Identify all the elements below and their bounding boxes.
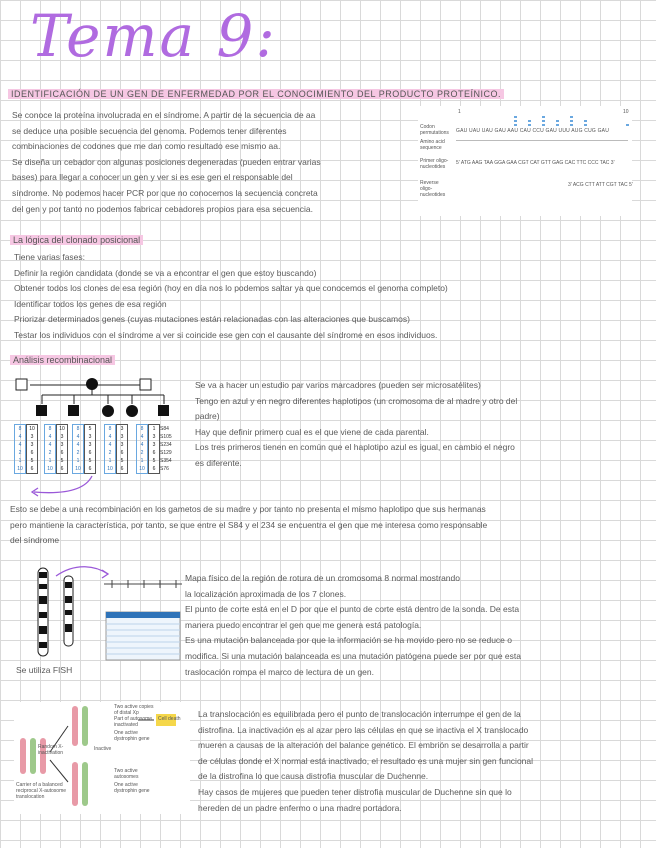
allele-value: 8 [140,426,144,432]
text-line: se deduce una posible secuencia del genoma. Podemos tener diferentes [12,125,287,136]
haplotype-column [84,424,96,474]
haplotype-column [136,424,148,474]
allele-value: 4 [140,434,144,440]
primer-design-figure [418,106,632,216]
affected-male-symbol [158,405,169,416]
text-line: Hay que definir primero cual es el que viene de cada parental. [195,426,429,437]
allele-value: 6 [60,450,64,456]
text-line: Testar los individuos con el síndrome a ver si coincide ese gen con el causante del síndrome en esos individuos. [14,329,438,340]
allele-value: 3 [60,442,64,448]
affected-female-symbol [102,405,114,417]
allele-value: 2 [18,450,22,456]
section5-text [198,707,648,816]
haplotype-column [44,424,56,474]
amino-acid-row [456,140,628,145]
text-line: padre) [195,411,220,422]
text-line: del síndrome [10,535,60,546]
row-label: Reverse oligo-nucleotides [420,180,446,198]
allele-value: 5 [120,458,124,464]
text-line: Tengo en azul y en negro diferentes haplotipos (un cromosoma de al madre y otro del [195,395,518,406]
unaffected-male-symbol [140,379,151,390]
text-line: Esto se debe a una recombinación en los gametos de su madre y por tanto no presenta el mismo haplotipo que sus hermanas [10,504,486,514]
allele-value: 3 [30,434,34,440]
text-line: Es una mutación balanceada por que la información se ha movido pero no se reduce o [185,635,512,646]
allele-value: 4 [140,442,144,448]
allele-value: 4 [48,434,52,440]
text-line: manera puedo encontrar el gen que me genera está patología. [185,619,422,630]
allele-value: 10 [59,426,65,432]
figure-label: Cell death [158,716,181,722]
allele-value: 3 [120,426,124,432]
allele-value: 4 [76,442,80,448]
figure-label: One active dystrophin gene [114,782,150,794]
allele-value: 3 [152,434,156,440]
allele-value: 10 [17,466,23,472]
haplotype-column [148,424,160,474]
unaffected-male-symbol [16,379,27,390]
allele-value: 3 [152,442,156,448]
marker-label: S129 [160,450,172,456]
haplotype-column [104,424,116,474]
figure-label: Part of autosome inactivated [114,716,153,728]
section-heading-clonado: La lógica del clonado posicional [10,235,143,245]
text-line: síndrome. No podemos hacer PCR por que no conocemos la secuencia concreta [12,187,318,198]
allele-value: 5 [60,458,64,464]
allele-value: 6 [120,450,124,456]
allele-value: 8 [18,426,22,432]
text-line: distrofina. La inactivación es al azar pero las células en que se inactiva el X translocado [198,724,529,735]
allele-value: 2 [108,450,112,456]
text-line: Se va a hacer un estudio par varios marcadores (pueden ser microsatélites) [195,380,481,390]
text-line: de células donde el X normal está inactivado, el resultado es una mujer sin gen funcional [198,755,534,766]
text-line: Identificar todos los genes de esa región [14,298,167,309]
marker-label: S354 [160,458,172,464]
allele-value: 4 [108,434,112,440]
haplotype-column [26,424,38,474]
section3-text [195,378,645,472]
text-line: Los tres primeros tienen en común que el haplotipo azul es igual, en cambio el negro [195,442,515,453]
x-inactivation-figure [14,702,190,814]
figure-label: Carrier of a balanced reciprocal X-autosome translocation [16,782,67,800]
allele-value: 4 [18,434,22,440]
allele-value: 6 [30,466,34,472]
allele-value: 3 [60,434,64,440]
affected-male-symbol [68,405,79,416]
allele-value: 5 [88,458,92,464]
marker-label: S84 [160,426,169,432]
recombination-arrow [28,472,98,502]
figure-label: One active dystrophin gene [114,730,150,742]
allele-value: 1 [76,458,80,464]
allele-value: 6 [60,466,64,472]
text-line: hereden de un padre enfermo o una madre portadora. [198,802,402,813]
affected-male-symbol [36,405,47,416]
text-line: mueren a causas de la alteración del balance genético. El embrión se desarrolla a partir [198,740,529,751]
marker-label: S76 [160,466,169,472]
row-label: Codon permutations [420,124,449,136]
pedigree-chart [14,372,190,418]
allele-value: 6 [152,466,156,472]
row-label: Primer oligo-nucleotides [420,158,449,170]
row-label: Amino acid sequence [420,139,445,151]
conclusion-text [10,502,650,549]
allele-value: 2 [48,450,52,456]
reverse-sequence: 3' ACG CTT ATT CGT TAC 5' [568,182,633,188]
text-line: bases) para llegar a conocer un gen y ver si es ese gen el responsable del [12,172,293,183]
allele-value: 5 [30,458,34,464]
primer-sequence: 5' ATG AAG TAA GGA GAA CGT CAT GTT GAG CAC TTC CCC TAC 3' [456,160,615,166]
text-line: Definir la región candidata (donde se va a encontrar el gen que estoy buscando) [14,267,317,278]
allele-value: 6 [88,450,92,456]
text-line: Se conoce la proteína involucrada en el síndrome. A partir de la secuencia de aa [12,110,316,120]
section-heading-recombinacional: Análisis recombinacional [10,355,115,365]
allele-value: 4 [108,442,112,448]
allele-value: 6 [88,466,92,472]
text-line: Mapa físico de la región de rotura de un cromosoma 8 normal mostrando [185,573,460,583]
affected-female-symbol [86,378,98,390]
allele-value: 5 [88,426,92,432]
marker-labels [160,425,172,473]
text-line: de la distrofina lo que causa distrofia muscular de Duchenne. [198,771,429,782]
allele-value: 8 [76,426,80,432]
position-number: 10 [623,109,629,115]
text-line: Obtener todos los clones de esa región (hoy en día nos lo podemos saltar ya que conocemos el genoma completo) [14,283,448,294]
position-number: 1 [458,109,461,115]
allele-value: 10 [107,466,113,472]
text-line: Tiene varias fases: [14,252,86,262]
allele-value: 6 [30,450,34,456]
marker-label: S105 [160,434,172,440]
allele-value: 3 [120,442,124,448]
allele-value: 8 [108,426,112,432]
page-title: Tema 9: [30,2,277,70]
text-line: del gen y por tanto no podemos fabricar cebadores propios para esa secuencia. [12,203,313,214]
allele-value: 10 [139,466,145,472]
text-line: traslocación rompa el marco de lectura de un gen. [185,666,374,677]
allele-value: 3 [88,442,92,448]
allele-value: 3 [120,434,124,440]
allele-value: 1 [108,458,112,464]
allele-value: 1 [140,458,144,464]
allele-value: 1 [152,426,156,432]
allele-value: 4 [18,442,22,448]
allele-value: 3 [30,442,34,448]
allele-value: 1 [48,458,52,464]
text-line: El punto de corte está en el D por que el punto de corte está dentro de la sonda. De esta [185,604,520,615]
allele-value: 3 [88,434,92,440]
allele-value: 2 [76,450,80,456]
text-line: la localización aproximada de los 7 clones. [185,588,347,599]
figure-label: Random X-inactivation [38,744,64,756]
allele-value: 6 [152,450,156,456]
haplotype-column [116,424,128,474]
allele-value: 5 [152,458,156,464]
figure-label: Inactive [94,746,112,752]
fish-caption: Se utiliza FISH [16,665,73,675]
marker-label: S234 [160,442,172,448]
allele-value: 6 [120,466,124,472]
text-line: es diferente. [195,457,242,468]
figure-label: Two active copies of distal Xp [114,704,154,716]
text-line: Hay casos de mujeres que pueden tener distrofia muscular de Duchenne sin que lo [198,786,512,797]
allele-value: 8 [48,426,52,432]
allele-value: 2 [140,450,144,456]
section1-text [12,108,412,217]
haplotype-column [14,424,26,474]
allele-value: 1 [18,458,22,464]
section2-text [14,250,644,344]
allele-value: 4 [48,442,52,448]
section-heading-identificacion: IDENTIFICACIÓN DE UN GEN DE ENFERMEDAD POR EL CONOCIMIENTO DEL PRODUCTO PROTEÍNICO. [8,89,504,99]
text-line: Se diseña un cebador con algunas posiciones degeneradas (pueden entrar varias [12,156,321,167]
text-line: pero mantiene la característica, por tanto, se que entre el S84 y el 234 se encuentra el gen que me interesa como responsable [10,519,488,530]
text-line: Priorizar determinados genes (cuyas mutaciones están relacionadas con las alteraciones que buscamos) [14,314,410,325]
haplotype-column [72,424,84,474]
codon-row: GAU UAU UAU GAU AAU CAU CCU GAU UUU AUG CUG GAU [456,128,610,134]
figure-label: Two active autosomes [114,768,139,780]
text-line: La translocación es equilibrada pero el punto de translocación interrumpe el gen de la [198,709,521,719]
text-line: combinaciones de codones que me dan como resultado ese mismo aa. [12,141,281,152]
affected-female-symbol [126,405,138,417]
allele-value: 10 [75,466,81,472]
text-line: modifica. Si una mutación balanceada es una mutación patógena puede ser por que esta [185,650,521,661]
chromosome-map-figure [16,562,184,666]
haplotype-column [56,424,68,474]
allele-value: 10 [29,426,35,432]
allele-value: 4 [76,434,80,440]
allele-value: 10 [47,466,53,472]
section4-text [185,571,645,680]
